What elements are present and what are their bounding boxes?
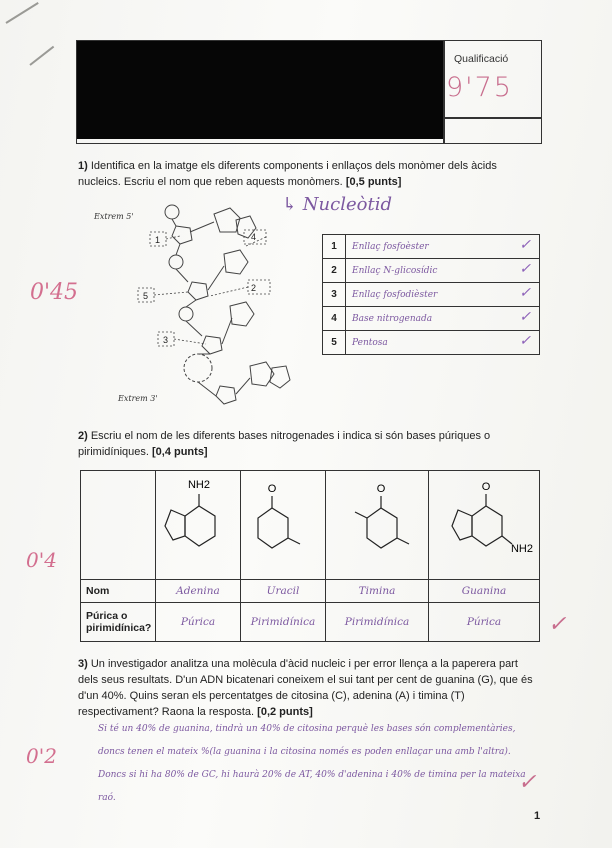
base-structure-guanine (429, 471, 540, 580)
score-q2: 0'4 (26, 548, 57, 572)
row-number: 3 (323, 283, 346, 307)
table-row (323, 259, 540, 283)
thymine-structure-drawing (327, 474, 427, 574)
structure-label: 3 (163, 335, 169, 345)
components-table (322, 234, 540, 355)
question-text: Escriu el nom de les diferents bases nitrogenades i indica si són bases púriques o pirimidíniques. (78, 430, 491, 458)
question-2 (78, 428, 540, 460)
svg-text:O: O (481, 480, 491, 493)
question-1 (78, 158, 540, 190)
row-label-purica: Púrica o pirimidínica? (81, 603, 156, 642)
base-structure-uracil (241, 471, 326, 580)
structure-label: 4 (251, 232, 257, 242)
structure-label: 2 (251, 283, 257, 293)
answer-cell: Timina (326, 580, 429, 603)
question-points: [0,5 punts] (345, 176, 402, 188)
answer-text: Enllaç fosfoèster (352, 241, 429, 252)
row-number: 4 (323, 307, 346, 331)
answer-cell: Guanina (429, 580, 540, 603)
answer-cell (346, 235, 540, 259)
answer-text: Pentosa (352, 337, 388, 348)
uracil-structure-drawing (242, 474, 324, 574)
answer-cell: Pirimidínica (326, 603, 429, 642)
answer-cell: Púrica (156, 603, 241, 642)
table-row (81, 471, 540, 580)
bases-table (80, 470, 540, 642)
score-q1: 0'45 (30, 280, 79, 305)
score-q3: 0'2 (26, 744, 57, 768)
question-text: Un investigador analitza una molècula d'àcid nucleic i per error llença a la paperera part dels seus resultats. D'un ADN bicatenari coneixem el sui tant per cent de guanina (G), que és d'un 40%. Quins seran els percentatges de citosina (C), adenina (A) i timina (T) respectivament? Raona la resposta. (78, 658, 533, 718)
question-points: [0,4 punts] (151, 446, 208, 458)
row-number: 2 (323, 259, 346, 283)
checkmark-icon: ✓ (519, 309, 531, 325)
base-structure-thymine (326, 471, 429, 580)
adenine-structure-drawing (157, 474, 239, 574)
row-number: 1 (323, 235, 346, 259)
answer-cell (346, 331, 540, 355)
page-number: 1 (534, 810, 541, 822)
paper-fold-mark (29, 46, 54, 66)
qualification-label: Qualificació (454, 53, 509, 65)
redacted-student-info (77, 41, 443, 139)
answer-cell (346, 307, 540, 331)
extrem-3-label: Extrem 3' (118, 394, 158, 403)
question-points: [0,2 punts] (257, 706, 313, 718)
answer-text: Enllaç fosfodièster (352, 289, 438, 300)
table-row (323, 331, 540, 355)
checkmark-icon: ✓ (519, 333, 531, 349)
checkmark-icon: ✓ (519, 285, 531, 301)
table-row (323, 235, 540, 259)
question-3 (78, 656, 540, 720)
base-structure-adenine (156, 471, 241, 580)
table-row (81, 603, 540, 642)
nh2-label: NH2 (187, 478, 211, 491)
question-text: Identifica en la imatge els diferents components i enllaços dels monòmer dels àcids nucleics. Escriu el nom que reben aquests monòmers. (78, 160, 497, 188)
svg-text:O: O (267, 482, 277, 495)
header-divider (443, 117, 541, 119)
paper-fold-mark (5, 2, 38, 24)
table-row (81, 580, 540, 603)
nh2-label: NH2 (510, 542, 534, 555)
structure-label: 1 (155, 235, 161, 245)
checkmark-icon: ✓ (518, 770, 537, 795)
table-row (323, 307, 540, 331)
answer-cell (346, 283, 540, 307)
question-number: 1) (78, 160, 88, 172)
handwritten-note: ↳ Nucleòtid (282, 194, 392, 215)
grade: 9'75 (446, 72, 513, 103)
svg-text:O: O (376, 482, 386, 495)
handwritten-answer-q3: Si té un 40% de guanina, tindrà un 40% de citosina perquè les bases són complementàries, doncs tenen el mateix %(la guanina i la citosina només es poden enllaçar una amb l'altra). Doncs si hi ha 80% de GC, hi haurà 20% de AT, 40% d'adenina i 40% de timina per la mateixa raó. (98, 724, 526, 803)
nucleotide-structure-drawing (80, 196, 300, 426)
answer-text: Enllaç N-glicosídic (352, 265, 438, 276)
structure-label: 5 (143, 291, 149, 301)
answer-cell (346, 259, 540, 283)
checkmark-icon: ✓ (519, 237, 531, 253)
answer-cell: Adenina (156, 580, 241, 603)
answer-cell: Uracil (241, 580, 326, 603)
question-number: 2) (78, 430, 88, 442)
row-label-nom: Nom (81, 580, 156, 603)
guanine-structure-drawing (430, 474, 538, 574)
checkmark-icon: ✓ (548, 612, 567, 637)
extrem-5-label: Extrem 5' (94, 212, 134, 221)
answer-cell: Pirimidínica (241, 603, 326, 642)
row-number: 5 (323, 331, 346, 355)
table-row (323, 283, 540, 307)
empty-cell (81, 471, 156, 580)
header-divider (443, 41, 445, 143)
checkmark-icon: ✓ (519, 261, 531, 277)
answer-text: Base nitrogenada (352, 313, 433, 324)
question-number: 3) (78, 658, 88, 670)
answer-cell: Púrica (429, 603, 540, 642)
nucleotide-structure-image (80, 196, 300, 426)
